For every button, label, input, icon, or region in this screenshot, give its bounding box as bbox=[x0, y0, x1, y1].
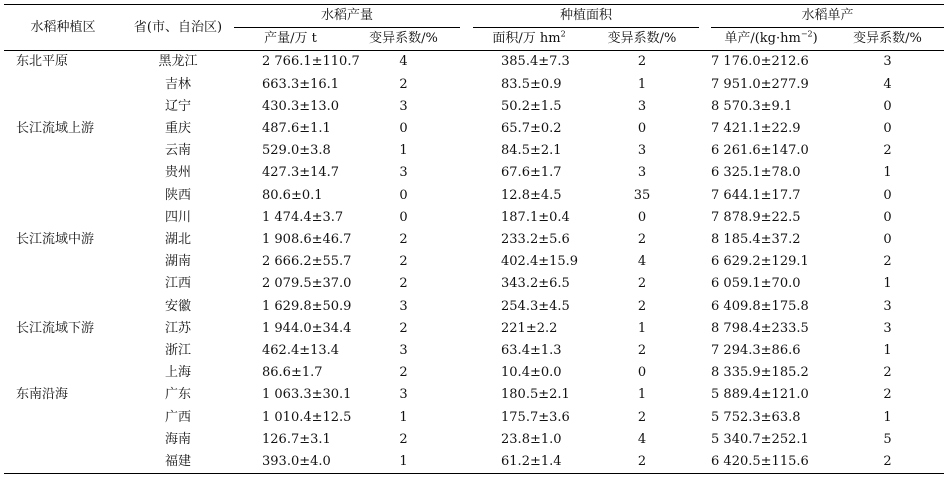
cell-cv-production: 2 bbox=[399, 431, 408, 447]
cell-production: 2 079.5±37.0 bbox=[262, 276, 352, 292]
cell-yield: 6 420.5±115.6 bbox=[711, 451, 831, 474]
cell-gap bbox=[460, 296, 473, 318]
table-header bbox=[4, 5, 944, 51]
cell-region bbox=[4, 273, 122, 295]
cell-cv-yield: 2 bbox=[831, 451, 944, 474]
table-row bbox=[4, 74, 944, 96]
cell-cv-area: 1 bbox=[637, 320, 647, 336]
cell-cv-area: 3 bbox=[637, 143, 647, 159]
table-row bbox=[4, 118, 944, 140]
table-row bbox=[4, 340, 944, 362]
cell-cv-yield: 0 bbox=[883, 121, 892, 137]
header-gap bbox=[699, 5, 711, 28]
cell-cv-production: 2 bbox=[399, 76, 408, 92]
cell-yield: 7 951.0±277.9 bbox=[711, 76, 809, 92]
table-row bbox=[4, 429, 944, 451]
header-cv-area: 变异系数/% bbox=[585, 28, 699, 51]
cell-cv-yield: 3 bbox=[883, 298, 892, 314]
cell-cv-yield: 2 bbox=[883, 365, 892, 381]
table-row bbox=[4, 318, 944, 340]
cell-cv-yield: 5 bbox=[883, 431, 892, 447]
cell-area: 83.5±0.9 bbox=[501, 76, 562, 92]
cell-cv-yield: 2 bbox=[883, 143, 892, 159]
cell-gap bbox=[460, 74, 473, 96]
cell-region bbox=[4, 429, 122, 451]
cell-province: 贵州 bbox=[164, 165, 191, 181]
cell-cv-production: 2 bbox=[399, 232, 408, 248]
cell-yield: 7 644.1±17.7 bbox=[711, 187, 801, 203]
cell-cv-yield: 0 bbox=[883, 98, 892, 114]
cell-cv-production: 4 bbox=[399, 54, 408, 70]
cell-cv-yield: 2 bbox=[883, 387, 892, 403]
header-group-yield: 水稻单产 bbox=[711, 5, 944, 28]
cell-cv-production: 3 bbox=[399, 387, 408, 403]
cell-yield: 8 570.3±9.1 bbox=[711, 98, 793, 114]
header-yield-unit-sup: −2 bbox=[800, 29, 813, 39]
cell-gap bbox=[460, 229, 473, 251]
cell-region: 长江流域中游 bbox=[16, 232, 95, 248]
cell-area: 187.1±0.4 bbox=[501, 209, 570, 225]
cell-cv-yield: 0 bbox=[883, 232, 892, 248]
cell-cv-area: 4 bbox=[637, 431, 647, 447]
cell-province: 海南 bbox=[164, 431, 191, 447]
cell-province: 陕西 bbox=[164, 187, 191, 203]
cell-production: 430.3±13.0 bbox=[262, 98, 340, 114]
cell-production: 2 666.2±55.7 bbox=[262, 254, 352, 270]
cell-area: 343.2±6.5 bbox=[501, 276, 570, 292]
cell-region bbox=[4, 362, 122, 384]
cell-production: 126.7±3.1 bbox=[262, 431, 331, 447]
cell-cv-yield: 1 bbox=[883, 409, 892, 425]
cell-region bbox=[4, 296, 122, 318]
cell-yield: 6 629.2±129.1 bbox=[711, 254, 809, 270]
table-body bbox=[4, 51, 944, 474]
cell-area: 67.6±1.7 bbox=[501, 165, 562, 181]
table-row bbox=[4, 384, 944, 406]
cell-cv-area: 2 bbox=[637, 343, 647, 359]
cell-province: 江苏 bbox=[164, 320, 191, 336]
header-gap bbox=[460, 5, 473, 28]
cell-production: 462.4±13.4 bbox=[262, 343, 340, 359]
cell-yield: 6 409.8±175.8 bbox=[711, 298, 809, 314]
cell-region: 长江流域下游 bbox=[16, 320, 95, 336]
rice-data-table bbox=[4, 4, 944, 474]
cell-area: 84.5±2.1 bbox=[501, 143, 562, 159]
cell-region bbox=[4, 251, 122, 273]
cell-area: 12.8±4.5 bbox=[501, 187, 562, 203]
cell-cv-production: 1 bbox=[399, 409, 408, 425]
header-cv-production: 变异系数/% bbox=[347, 28, 460, 51]
header-cv-yield: 变异系数/% bbox=[831, 28, 944, 51]
cell-gap bbox=[699, 207, 711, 229]
cell-cv-yield: 2 bbox=[883, 254, 892, 270]
cell-yield: 6 325.1±78.0 bbox=[711, 165, 801, 181]
cell-area: 180.5±2.1 bbox=[501, 387, 570, 403]
cell-cv-production: 3 bbox=[399, 98, 408, 114]
header-gap bbox=[699, 28, 711, 51]
cell-cv-production: 2 bbox=[399, 254, 408, 270]
cell-yield: 6 059.1±70.0 bbox=[711, 276, 801, 292]
cell-gap bbox=[460, 384, 473, 406]
cell-cv-production: 3 bbox=[399, 343, 408, 359]
cell-region bbox=[4, 96, 122, 118]
table-row bbox=[4, 207, 944, 229]
cell-gap bbox=[699, 296, 711, 318]
cell-production: 1 908.6±46.7 bbox=[262, 232, 352, 248]
cell-gap bbox=[699, 229, 711, 251]
cell-yield: 8 798.4±233.5 bbox=[711, 320, 809, 336]
cell-cv-area: 2 bbox=[637, 409, 647, 425]
cell-region bbox=[4, 340, 122, 362]
cell-gap bbox=[699, 51, 711, 74]
header-region: 水稻种植区 bbox=[4, 5, 122, 51]
cell-yield: 5 340.7±252.1 bbox=[711, 431, 809, 447]
cell-production: 86.6±1.7 bbox=[262, 365, 323, 381]
header-yield-unit bbox=[711, 28, 831, 51]
cell-cv-production: 0 bbox=[399, 209, 408, 225]
cell-production: 1 474.4±3.7 bbox=[262, 209, 344, 225]
table-row bbox=[4, 51, 944, 74]
cell-gap bbox=[460, 340, 473, 362]
cell-gap bbox=[460, 362, 473, 384]
cell-region: 东北平原 bbox=[16, 54, 69, 70]
table-row bbox=[4, 407, 944, 429]
cell-province: 安徽 bbox=[164, 298, 191, 314]
cell-cv-area: 1 bbox=[637, 76, 647, 92]
cell-gap bbox=[699, 407, 711, 429]
header-area-unit bbox=[473, 28, 585, 51]
cell-area: 63.4±1.3 bbox=[501, 343, 562, 359]
cell-cv-yield: 0 bbox=[883, 209, 892, 225]
cell-gap bbox=[460, 407, 473, 429]
table-row bbox=[4, 96, 944, 118]
cell-gap bbox=[460, 251, 473, 273]
header-area-unit-text: 面积/万 hm bbox=[492, 31, 561, 47]
cell-cv-area: 0 bbox=[637, 121, 647, 137]
cell-gap bbox=[460, 96, 473, 118]
cell-region bbox=[4, 207, 122, 229]
cell-province: 浙江 bbox=[164, 343, 191, 359]
cell-region bbox=[4, 162, 122, 184]
cell-cv-area: 2 bbox=[637, 54, 647, 70]
cell-gap bbox=[699, 162, 711, 184]
cell-gap bbox=[460, 140, 473, 162]
cell-cv-production: 0 bbox=[399, 121, 408, 137]
table-row bbox=[4, 162, 944, 184]
cell-cv-yield: 1 bbox=[883, 343, 892, 359]
cell-cv-yield: 3 bbox=[883, 320, 892, 336]
cell-yield: 6 261.6±147.0 bbox=[711, 143, 809, 159]
table-row bbox=[4, 273, 944, 295]
cell-cv-area: 2 bbox=[637, 276, 647, 292]
cell-province: 福建 bbox=[122, 451, 234, 474]
cell-area: 61.2±1.4 bbox=[473, 451, 585, 474]
cell-region bbox=[4, 185, 122, 207]
table-row bbox=[4, 296, 944, 318]
cell-region bbox=[4, 407, 122, 429]
cell-production: 487.6±1.1 bbox=[262, 121, 331, 137]
cell-cv-production: 1 bbox=[347, 451, 460, 474]
cell-yield: 7 176.0±212.6 bbox=[711, 54, 809, 70]
table-row bbox=[4, 362, 944, 384]
cell-gap bbox=[460, 318, 473, 340]
cell-province: 湖北 bbox=[164, 232, 191, 248]
cell-cv-yield: 1 bbox=[883, 165, 892, 181]
table-row bbox=[4, 251, 944, 273]
cell-province: 重庆 bbox=[164, 121, 191, 137]
cell-cv-area: 35 bbox=[633, 187, 651, 203]
cell-province: 四川 bbox=[164, 209, 191, 225]
cell-gap bbox=[699, 96, 711, 118]
cell-cv-production: 2 bbox=[399, 320, 408, 336]
cell-cv-area: 3 bbox=[637, 165, 647, 181]
cell-province: 黑龙江 bbox=[158, 54, 198, 70]
cell-production: 80.6±0.1 bbox=[262, 187, 323, 203]
cell-area: 65.7±0.2 bbox=[501, 121, 562, 137]
cell-cv-area: 2 bbox=[637, 298, 647, 314]
header-group-area: 种植面积 bbox=[473, 5, 699, 28]
cell-region: 东南沿海 bbox=[16, 387, 69, 403]
cell-cv-production: 3 bbox=[399, 165, 408, 181]
cell-production: 427.3±14.7 bbox=[262, 165, 340, 181]
cell-production: 1 629.8±50.9 bbox=[262, 298, 352, 314]
cell-gap bbox=[699, 384, 711, 406]
table-row bbox=[4, 229, 944, 251]
cell-province: 辽宁 bbox=[164, 98, 191, 114]
cell-cv-production: 3 bbox=[399, 298, 408, 314]
cell-yield: 8 335.9±185.2 bbox=[711, 365, 809, 381]
cell-gap bbox=[460, 451, 473, 474]
cell-cv-area: 0 bbox=[637, 209, 647, 225]
cell-production: 529.0±3.8 bbox=[262, 143, 331, 159]
cell-province: 湖南 bbox=[164, 254, 191, 270]
table-row bbox=[4, 185, 944, 207]
cell-gap bbox=[699, 251, 711, 273]
header-province: 省(市、自治区) bbox=[122, 5, 234, 51]
cell-cv-yield: 4 bbox=[883, 76, 892, 92]
cell-area: 221±2.2 bbox=[501, 320, 558, 336]
cell-cv-production: 0 bbox=[399, 187, 408, 203]
cell-gap bbox=[460, 185, 473, 207]
cell-region bbox=[4, 451, 122, 474]
cell-production: 1 944.0±34.4 bbox=[262, 320, 352, 336]
cell-area: 233.2±5.6 bbox=[501, 232, 570, 248]
cell-province: 广东 bbox=[164, 387, 191, 403]
cell-region: 长江流域上游 bbox=[16, 121, 95, 137]
cell-gap bbox=[460, 51, 473, 74]
cell-gap bbox=[460, 118, 473, 140]
cell-area: 10.4±0.0 bbox=[501, 365, 562, 381]
cell-gap bbox=[699, 74, 711, 96]
cell-yield: 7 878.9±22.5 bbox=[711, 209, 801, 225]
cell-cv-yield: 3 bbox=[883, 54, 892, 70]
cell-province: 吉林 bbox=[164, 76, 191, 92]
header-group-production: 水稻产量 bbox=[234, 5, 460, 28]
cell-cv-area: 0 bbox=[637, 365, 647, 381]
cell-province: 云南 bbox=[164, 143, 191, 159]
cell-cv-area: 1 bbox=[637, 387, 647, 403]
cell-yield: 5 752.3±63.8 bbox=[711, 409, 801, 425]
cell-area: 175.7±3.6 bbox=[501, 409, 570, 425]
cell-province: 江西 bbox=[164, 276, 191, 292]
cell-gap bbox=[699, 140, 711, 162]
cell-area: 385.4±7.3 bbox=[501, 54, 570, 70]
cell-production: 1 010.4±12.5 bbox=[262, 409, 352, 425]
cell-gap bbox=[460, 429, 473, 451]
header-gap bbox=[460, 28, 473, 51]
cell-yield: 5 889.4±121.0 bbox=[711, 387, 809, 403]
cell-gap bbox=[699, 340, 711, 362]
cell-gap bbox=[460, 162, 473, 184]
cell-gap bbox=[699, 273, 711, 295]
cell-gap bbox=[460, 207, 473, 229]
cell-area: 50.2±1.5 bbox=[501, 98, 562, 114]
cell-yield: 7 294.3±86.6 bbox=[711, 343, 801, 359]
cell-production: 1 063.3±30.1 bbox=[262, 387, 352, 403]
header-production-unit: 产量/万 t bbox=[234, 28, 347, 51]
cell-region bbox=[4, 74, 122, 96]
cell-gap bbox=[699, 362, 711, 384]
cell-cv-yield: 1 bbox=[883, 276, 892, 292]
cell-cv-production: 2 bbox=[399, 276, 408, 292]
cell-gap bbox=[699, 451, 711, 474]
cell-production: 2 766.1±110.7 bbox=[262, 54, 360, 70]
header-yield-unit-suffix: ) bbox=[812, 31, 818, 47]
cell-area: 23.8±1.0 bbox=[501, 431, 562, 447]
cell-cv-area: 2 bbox=[637, 232, 647, 248]
cell-yield: 7 421.1±22.9 bbox=[711, 121, 801, 137]
header-area-unit-sup: 2 bbox=[560, 29, 566, 39]
cell-area: 402.4±15.9 bbox=[501, 254, 579, 270]
cell-gap bbox=[699, 118, 711, 140]
table-row bbox=[4, 140, 944, 162]
cell-cv-area: 2 bbox=[585, 451, 699, 474]
cell-production: 663.3±16.1 bbox=[262, 76, 340, 92]
cell-gap bbox=[699, 185, 711, 207]
cell-province: 上海 bbox=[164, 365, 191, 381]
cell-gap bbox=[460, 273, 473, 295]
cell-cv-yield: 0 bbox=[883, 187, 892, 203]
cell-area: 254.3±4.5 bbox=[501, 298, 570, 314]
header-yield-unit-text: 单产/(kg·hm bbox=[724, 31, 801, 47]
cell-gap bbox=[699, 429, 711, 451]
cell-cv-production: 2 bbox=[399, 365, 408, 381]
table-row bbox=[4, 451, 944, 474]
cell-region bbox=[4, 140, 122, 162]
cell-province: 广西 bbox=[164, 409, 191, 425]
cell-production: 393.0±4.0 bbox=[234, 451, 347, 474]
cell-cv-production: 1 bbox=[399, 143, 408, 159]
cell-yield: 8 185.4±37.2 bbox=[711, 232, 801, 248]
cell-cv-area: 3 bbox=[637, 98, 647, 114]
cell-cv-area: 4 bbox=[637, 254, 647, 270]
cell-gap bbox=[699, 318, 711, 340]
